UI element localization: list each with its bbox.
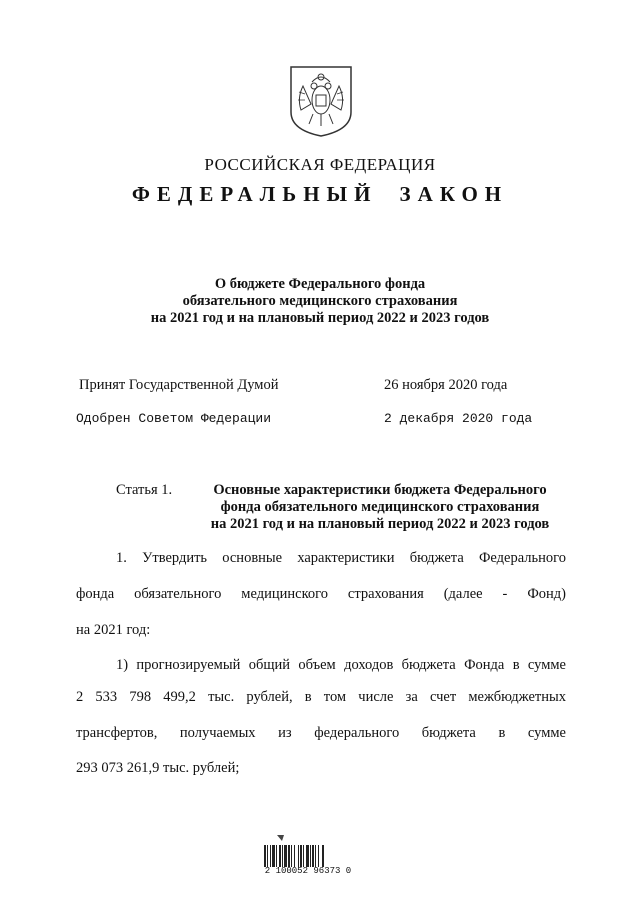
document-type	[0, 182, 640, 207]
duma-adoption-date: 26 ноября 2020 года	[384, 377, 508, 393]
paragraph-1-line-2: фонда обязательного медицинского страхования (далее - Фонд)	[76, 586, 566, 602]
barcode-icon	[262, 831, 344, 889]
law-title-line: на 2021 год и на плановый период 2022 и 2023 годов	[150, 310, 490, 326]
council-approval-label: Одобрен Советом Федерации	[76, 411, 272, 426]
law-word-federal: ФЕДЕРАЛЬНЫЙ	[131, 182, 378, 206]
duma-adoption-label: Принят Государственной Думой	[79, 377, 279, 393]
article-title	[200, 482, 560, 533]
paragraph-1-line-1: 1. Утвердить основные характеристики бюджета Федерального	[116, 550, 566, 566]
council-approval-date: 2 декабря 2020 года	[384, 411, 533, 426]
article-title-line: Основные характеристики бюджета Федерального	[213, 482, 547, 498]
law-word-law: ЗАКОН	[399, 182, 509, 206]
article-label: Статья 1.	[116, 482, 173, 498]
law-title-line: обязательного медицинского страхования	[182, 293, 458, 309]
article-title-line: фонда обязательного медицинского страхования	[220, 499, 540, 515]
country-name: РОССИЙСКАЯ ФЕДЕРАЦИЯ	[204, 155, 436, 174]
law-title	[0, 276, 640, 327]
paragraph-2-line-3: трансфертов, получаемых из федерального бюджета в сумме	[76, 725, 566, 741]
law-title-line: О бюджете Федерального фонда	[214, 276, 426, 292]
barcode-number: 2 100052 96373 0	[264, 866, 352, 876]
coat-of-arms-emblem	[287, 64, 355, 138]
article-title-line: на 2021 год и на плановый период 2022 и 2023 годов	[210, 516, 550, 532]
paragraph-2-line-4: 293 073 261,9 тыс. рублей;	[76, 760, 240, 776]
paragraph-2-line-2: 2 533 798 499,2 тыс. рублей, в том числе за счет межбюджетных	[76, 689, 566, 705]
paragraph-2-line-1: 1) прогнозируемый общий объем доходов бюджета Фонда в сумме	[116, 657, 566, 673]
paragraph-1-line-3: на 2021 год:	[76, 622, 151, 638]
